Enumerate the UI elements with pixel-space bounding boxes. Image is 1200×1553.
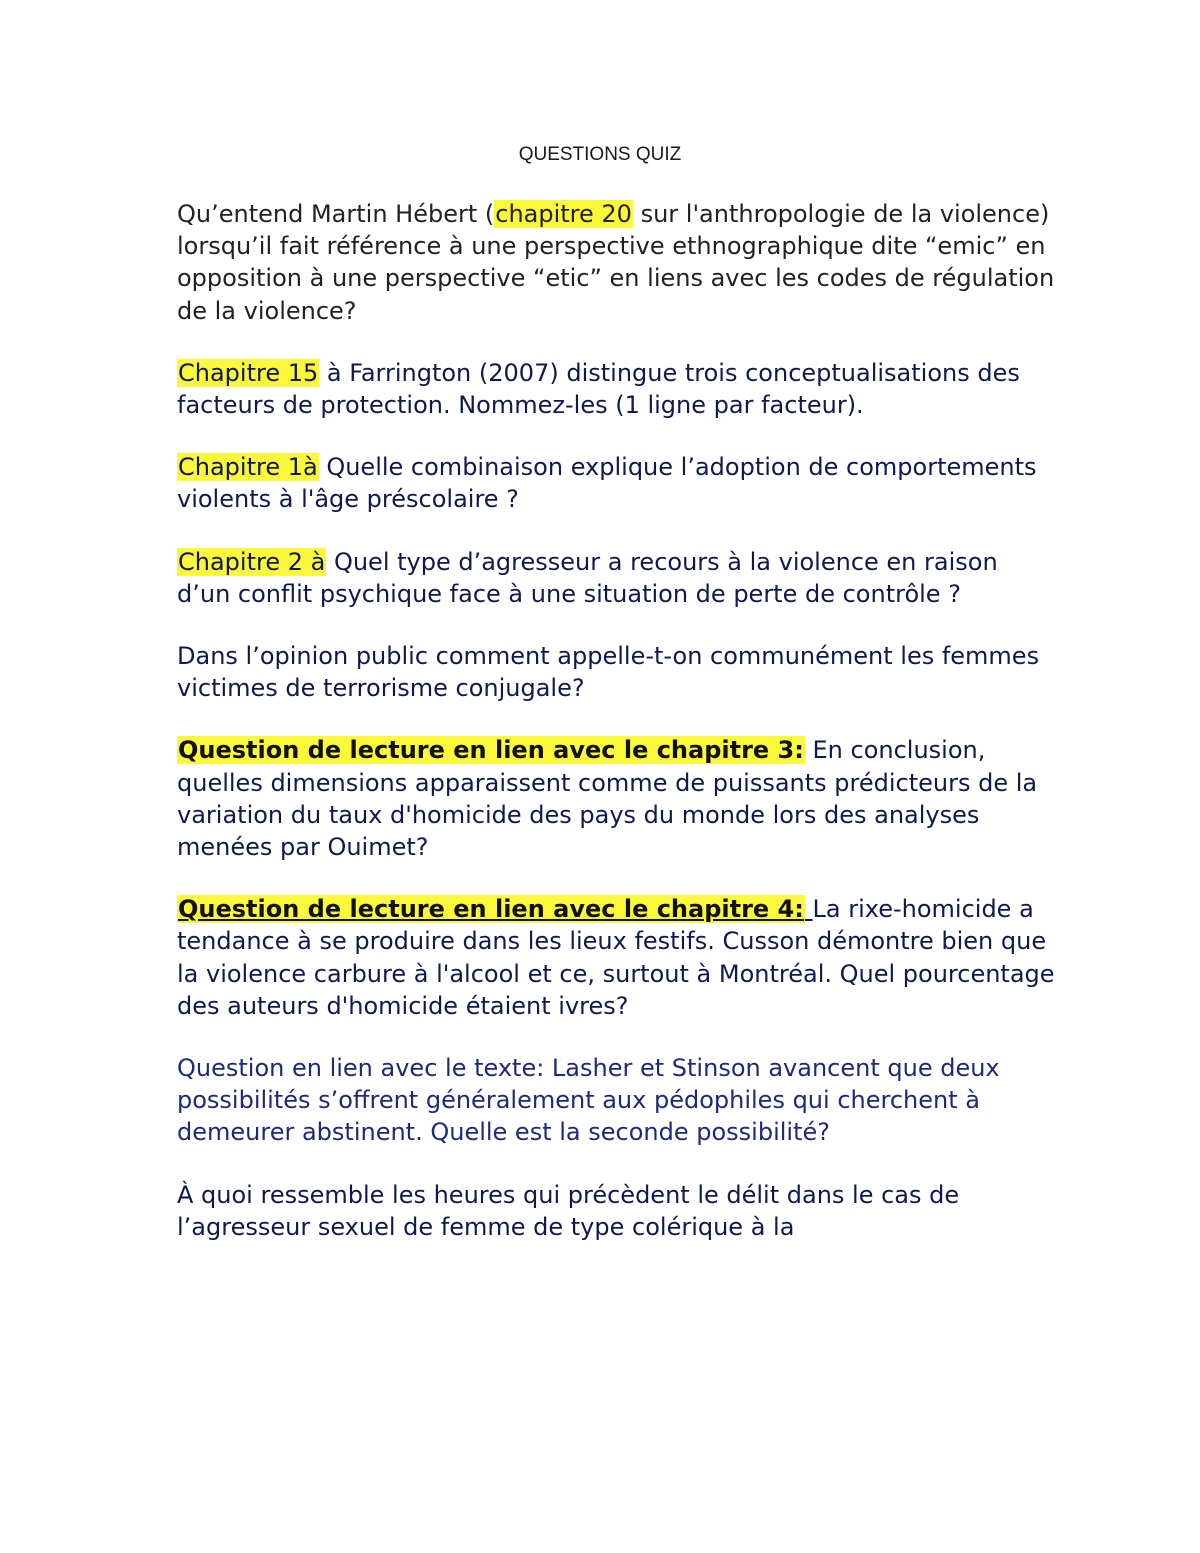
- question-2: [177, 357, 1057, 421]
- question-6-text: En conclusion, quelles dimensions apparaissent comme de puissants prédicteurs de la variation du taux d'homicide des pays du monde lors des analyses menées par Ouimet?: [177, 736, 1038, 862]
- question-3-highlight: Chapitre 1à: [178, 453, 318, 482]
- question-1: [177, 198, 1057, 327]
- question-3-text: Quelle combinaison explique l’adoption de comportements violents à l'âge préscolaire ?: [177, 453, 1037, 514]
- question-1-highlight: chapitre 20: [495, 200, 632, 228]
- question-9-text: À quoi ressemble les heures qui précèdent le délit dans le cas de l’agresseur sexuel de femme de type colérique à la: [177, 1180, 960, 1241]
- question-5: [177, 640, 1057, 704]
- document-body: [177, 198, 1057, 1273]
- question-3: [177, 451, 1057, 515]
- question-2-highlight: Chapitre 15: [178, 358, 319, 387]
- question-4: [177, 546, 1057, 610]
- question-4-highlight: Chapitre 2 à: [178, 547, 326, 576]
- question-6: [177, 734, 1057, 863]
- question-4-text: Quel type d’agresseur a recours à la violence en raison d’un conflit psychique face à une situation de perte de contrôle ?: [177, 547, 998, 608]
- question-7: [177, 893, 1057, 1022]
- question-9: [177, 1179, 1057, 1243]
- question-1-text-before: Qu’entend Martin Hébert (: [177, 200, 495, 228]
- question-7-highlight: Question de lecture en lien avec le chapitre 4:: [178, 895, 804, 924]
- question-2-text: à Farrington (2007) distingue trois conceptualisations des facteurs de protection. Nommez-les (1 ligne par facteur).: [177, 358, 1020, 420]
- question-8: [177, 1052, 1057, 1149]
- question-8-text: Question en lien avec le texte: Lasher et Stinson avancent que deux possibilités s’offrent généralement aux pédophiles qui cherchent à demeurer abstinent. Quelle est la seconde possibilité?: [177, 1054, 1000, 1147]
- question-7-underlined-space: [805, 895, 813, 923]
- question-5-text: Dans l’opinion public comment appelle-t-on communément les femmes victimes de terrorisme conjugale?: [177, 642, 1040, 703]
- question-6-highlight: Question de lecture en lien avec le chapitre 3:: [178, 736, 804, 765]
- document-title: QUESTIONS QUIZ: [518, 144, 682, 165]
- question-1-text-after: sur l'anthropologie de la violence) lorsqu’il fait référence à une perspective ethnographique dite “emic” en opposition à une perspective “etic” en liens avec les codes de régulation de la violence?: [177, 200, 1055, 325]
- question-7-text: La rixe-homicide a tendance à se produire dans les lieux festifs. Cusson démontre bien que la violence carbure à l'alcool et ce, surtout à Montréal. Quel pourcentage des auteurs d'homicide étaient ivres?: [177, 895, 1055, 1020]
